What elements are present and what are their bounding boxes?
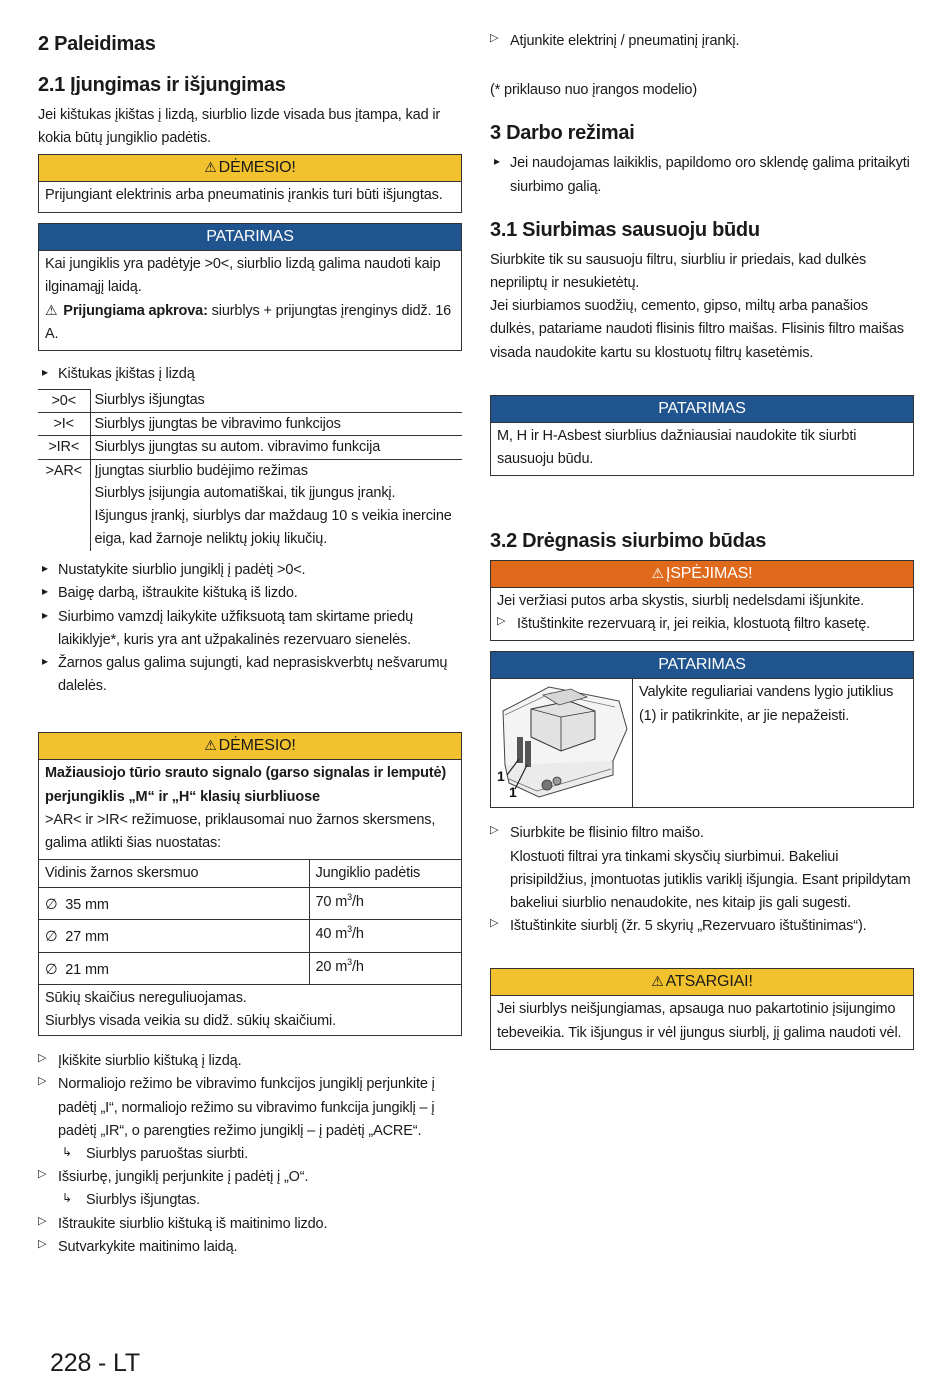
flow-note-1: Sūkių skaičius nereguliuojamas.	[45, 989, 247, 1006]
warning-triangle-icon: ⚠	[651, 565, 664, 582]
chapter-title: 2 Paleidimas	[38, 33, 156, 55]
tip-box-3-text: Valykite reguliariai vandens lygio jutiklius (1) ir patikrinkite, ar jie nepažeisti.	[639, 684, 894, 724]
section-3-1-para-1: Siurbkite tik su sausuoju filtru, siurbliu ir priedais, kad dulkės neprilipt​ų ir nesukietėtų.	[490, 251, 867, 291]
table-row: ∅ 27 mm 40 $m^3/h$	[39, 920, 461, 952]
section-3-title: 3 Darbo režimai	[490, 122, 635, 145]
step-item: ▷ Ištraukite siurblio kištuką iš maitinimo lizdo.	[38, 1213, 462, 1236]
list-item: ▸ Žarnos galus galima sujungti, kad neprasiskverbtų nešvarumų dalelės.	[38, 652, 462, 698]
step-item: ▷ Normaliojo režimo be vibravimo funkcijos jungiklį perjunkite į padėtį „I“, normaliojo režimo su vibravimo funkcija jungiklį – į padėtį „IR“, o parengties režimo jungiklį – į padėtį „ACRE“.	[38, 1073, 462, 1143]
warning-triangle-icon: ⚠	[204, 737, 217, 754]
caution-box-header: ⚠ ATSARGIAI!	[491, 969, 913, 996]
position-row: >IR< Siurblys įjungtas su autom. vibravimo funkcija	[38, 436, 462, 459]
load-text: siurblys + prijungtas įrenginys didž. 16 A.	[45, 302, 452, 343]
switch-position-table	[38, 389, 462, 552]
attention-box-1-text: Prijungiant elektrinis arba pneumatinis įrankis turi būti išjungtas.	[45, 187, 443, 204]
no-bag-text: Klostuoti filtrai yra tinkami skysčių siurbimui. Bakeliui prisipildžius, įmontuotas jutiklis variklį išjungia. Esant pripildytam bakeliui siurblio nenaudokite, nes kitaip jis gali sugesti.	[510, 848, 911, 911]
flow-table-header: Vidinis žarnos skersmuo Jungiklio padėtis	[39, 860, 461, 888]
list-item: ▸ Jei naudojamas laikiklis, papildomo oro sklendę galima pritaikyti siurbimo galią.	[490, 152, 914, 198]
bullet-list	[38, 559, 462, 698]
flow-signal-title: Mažiausiojo tūrio srauto signalo (garso signalas ir lemputė) perjungiklis „M“ ir „H“ klasių siurbliuose	[45, 765, 447, 805]
sensor-label-b: 1	[509, 784, 517, 801]
warning-box	[490, 560, 914, 641]
flow-signal-text: >AR< ir >IR< režimuose, priklausomai nuo žarnos skersmens, galima atlikti šias nuostatas:	[45, 811, 436, 851]
tip-box-1-text: Kai jungiklis yra padėtyje >0<, siurblio lizdą galima naudoti kaip ilginamąjį laidą.	[45, 255, 441, 295]
load-label: Prijungiama apkrova:	[63, 302, 208, 319]
plug-bullet: ▸ Kištukas įkištas į lizdą	[38, 363, 462, 386]
page-number: 228 - LT	[50, 1349, 141, 1377]
vacuum-tank-image	[491, 679, 631, 807]
position-row: >I< Siurblys įjungtas be vibravimo funkcijos	[38, 412, 462, 435]
diameter-icon: ∅	[45, 897, 58, 914]
model-note: (* priklauso nuo įrangos modelio)	[490, 82, 698, 99]
flow-table	[39, 859, 461, 1035]
step-item: ▷ Išsiurbę, jungiklį perjunkite į padėtį į „O“.	[38, 1166, 462, 1189]
attention-box-1	[38, 154, 462, 212]
step-item: ▷ Įkiškite siurblio kištuką į lizdą.	[38, 1050, 462, 1073]
attention-box-1-header: ⚠ DĖMESIO!	[39, 155, 461, 182]
caution-box	[490, 968, 914, 1049]
sensor-label-a: 1	[497, 768, 505, 785]
vacuum-sensor-illustration	[491, 679, 633, 807]
section-3-2-title: 3.2 Drėgnasis siurbimo būdas	[490, 530, 767, 553]
position-row: >AR< Įjungtas siurblio budėjimo režimas Siurblys įsijungia automatiškai, tik įjungus įrankį. Išjungus įrankį, siurblys dar maždaug 10 s veikia inercine eiga, kad žarnoje neliktų jokių likučių.	[38, 459, 462, 551]
step-item: ▷ Siurbkite be flisinio filtro maišo.	[490, 822, 914, 845]
warning-triangle-icon: ⚠	[651, 973, 664, 990]
step-item: ▷ Sutvarkykite maitinimo laidą.	[38, 1236, 462, 1259]
tip-box-2-header: PATARIMAS	[491, 396, 913, 423]
tip-box-3-header: PATARIMAS	[491, 652, 913, 679]
diameter-icon: ∅	[45, 961, 58, 978]
right-column	[490, 30, 914, 1050]
step-item: ▷ Atjunkite elektrinį / pneumatinį įrankį.	[490, 30, 914, 53]
section-3-1-title: 3.1 Siurbimas sausuoju būdu	[490, 218, 760, 241]
flow-note-2: Siurblys visada veikia su didž. sūkių skaičiumi.	[45, 1013, 336, 1030]
caution-text: Jei siurblys neišjungiamas, apsauga nuo pakartotinio įsijungimo tebeveikia. Tik išjungus ir vėl įjungus siurblį, jį galima naudoti vėl.	[497, 1001, 902, 1041]
warning-text: Jei veržiasi putos arba skystis, siurblį nedelsdami išjunkite.	[497, 593, 865, 610]
attention-box-2-header: ⚠ DĖMESIO!	[39, 733, 461, 760]
table-row: ∅ 21 mm 20 $m^3/h$	[39, 952, 461, 984]
result-item: ↳ Siurblys išjungtas.	[38, 1189, 462, 1212]
table-row: ∅ 35 mm 70 $m^3/h$	[39, 888, 461, 920]
warning-triangle-icon: ⚠	[45, 301, 58, 318]
tip-box-3	[490, 651, 914, 808]
list-item: ▸ Baigę darbą, ištraukite kištuką iš lizdo.	[38, 582, 462, 605]
left-column	[38, 30, 462, 1259]
diameter-icon: ∅	[45, 929, 58, 946]
warning-triangle-icon: ⚠	[204, 159, 217, 176]
step-item: ▷ Ištuštinkite siurblį (žr. 5 skyrių „Rezervuaro ištuštinimas“).	[490, 915, 914, 938]
tip-box-1-header: PATARIMAS	[39, 224, 461, 251]
tip-box-2	[490, 395, 914, 476]
list-item: ▸ Siurbimo vamzdį laikykite užfiksuotą tam skirtame priedų laikiklyje*, kuris yra ant užpakalinės rezervuaro sienelės.	[38, 606, 462, 652]
attention-box-2	[38, 732, 462, 1036]
step-item: ▷ Ištuštinkite rezervuarą ir, jei reikia, klostuotą filtro kasetę.	[497, 613, 907, 636]
list-item: ▸ Nustatykite siurblio jungiklį į padėtį >0<.	[38, 559, 462, 582]
section-3-1-para-2: Jei siurbiamos suodžių, cemento, gipso, miltų arba panašios dulkės, patariame naudoti flisinis filtro maišas. Flisinis filtro maišas visada naudokite kartu su klostuotų filtrų kasetėmis.	[490, 298, 904, 361]
tip-box-1	[38, 223, 462, 352]
section-2-1-intro: Jei kištukas įkištas į lizdą, siurblio lizde visada bus įtampa, kad ir kokia būtų jungiklio padėtis.	[38, 107, 441, 147]
section-2-1-title: 2.1 Įjungimas ir išjungimas	[38, 74, 286, 96]
warning-box-header: ⚠ ĮSPĖJIMAS!	[491, 561, 913, 588]
procedure-steps	[38, 1050, 462, 1259]
position-row: >0< Siurblys išjungtas	[38, 389, 462, 412]
result-item: ↳ Siurblys paruoštas siurbti.	[38, 1143, 462, 1166]
tip-box-2-text: M, H ir H-Asbest siurblius dažniausiai naudokite tik siurbti sausuoju būdu.	[497, 427, 857, 467]
